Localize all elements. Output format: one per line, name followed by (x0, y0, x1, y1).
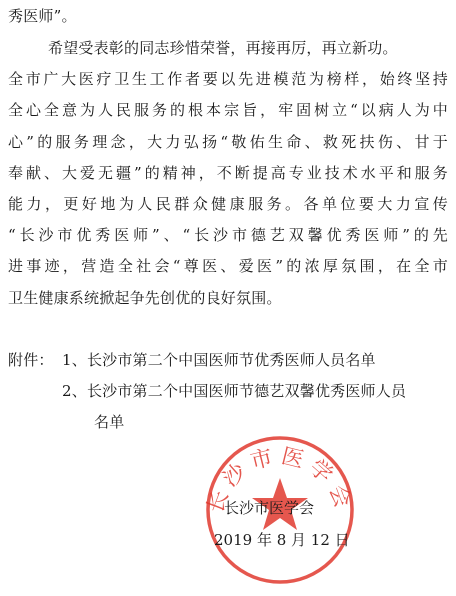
attachment-item-2-continued: 名单 (94, 413, 125, 431)
body-line-9: 进事迹，营造全社会“尊医、爱医”的浓厚氛围，在全市 (8, 257, 448, 275)
body-line-4: 全心全意为人民服务的根本宗旨，牢固树立“以病人为中 (8, 101, 448, 119)
body-line-2: 希望受表彰的同志珍惜荣誉，再接再厉，再立新功。 (48, 39, 398, 57)
body-line-3: 全市广大医疗卫生工作者要以先进模范为榜样，始终坚持 (8, 70, 448, 88)
signature-date: 2019 年 8 月 12 日 (214, 531, 350, 549)
body-line-8: “长沙市优秀医师”、“长沙市德艺双馨优秀医师”的先 (8, 226, 448, 244)
attachments-prefix: 附件： (8, 351, 54, 369)
attachment-item-1: 1、长沙市第二个中国医师节优秀医师人员名单 (62, 351, 376, 369)
body-line-1: 秀医师”。 (8, 7, 77, 25)
body-line-6: 奉献、大爱无疆”的精神，不断提高专业技术水平和服务 (8, 164, 448, 182)
seal-text: 长沙市医学会 (203, 443, 357, 517)
body-line-7: 能力，更好地为人民群众健康服务。各单位要大力宣传 (8, 195, 448, 213)
body-line-10: 卫生健康系统掀起争先创优的良好氛围。 (8, 289, 282, 307)
body-line-5: 心”的服务理念，大力弘扬“敬佑生命、救死扶伤、甘于 (8, 133, 448, 151)
signature-org: 长沙市医学会 (224, 499, 315, 517)
attachment-item-2: 2、长沙市第二个中国医师节德艺双馨优秀医师人员 (62, 382, 407, 400)
